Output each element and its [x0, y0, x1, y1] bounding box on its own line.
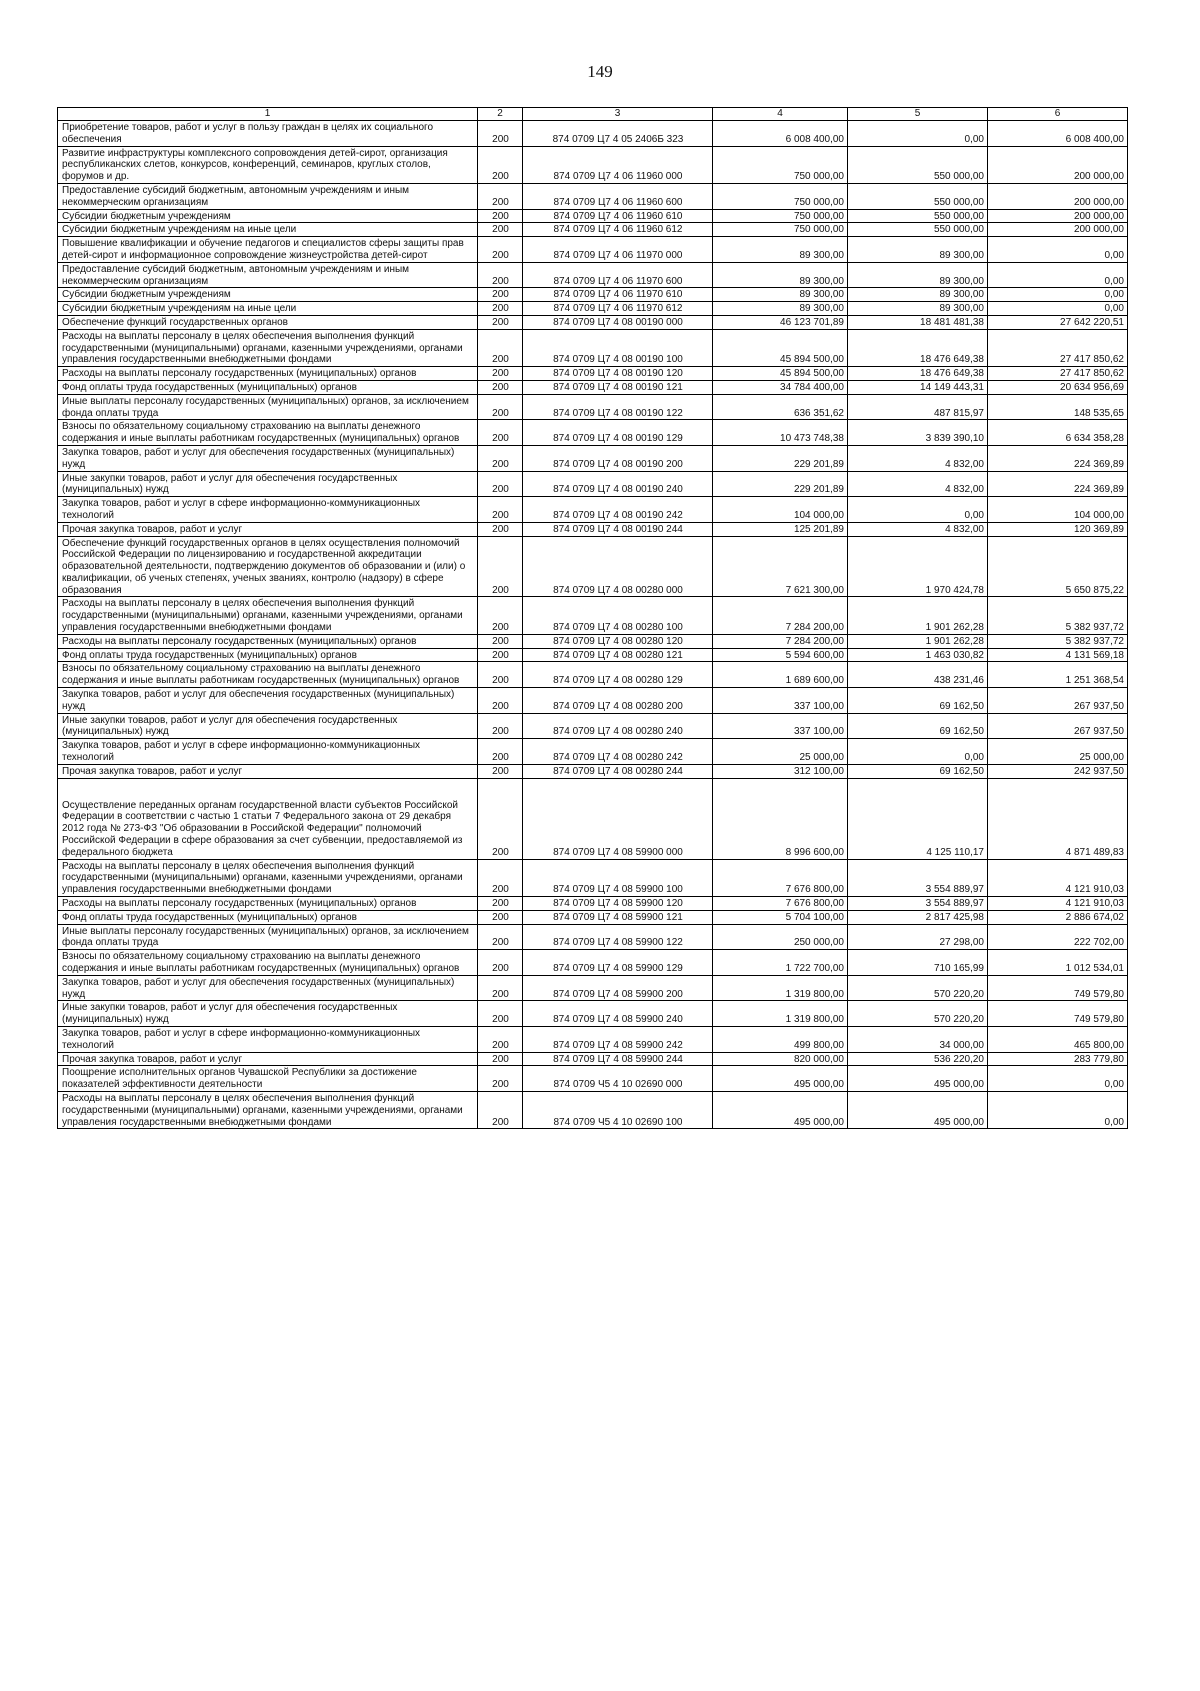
- row-budget-code: 874 0709 Ц7 4 08 59900 240: [523, 1001, 713, 1027]
- row-value-col4: 750 000,00: [713, 209, 848, 223]
- row-value-col4: 34 784 400,00: [713, 380, 848, 394]
- column-header: 2: [478, 108, 523, 121]
- row-value-col4: 229 201,89: [713, 471, 848, 497]
- row-description: Расходы на выплаты персоналу государственных (муниципальных) органов: [58, 634, 478, 648]
- row-value-col4: 89 300,00: [713, 288, 848, 302]
- table-row: [58, 1091, 1128, 1128]
- row-value-col4: 229 201,89: [713, 445, 848, 471]
- row-value-col4: 7 284 200,00: [713, 634, 848, 648]
- table-row: [58, 1066, 1128, 1092]
- row-value-col6: 0,00: [988, 237, 1128, 263]
- row-value-col5: 550 000,00: [848, 183, 988, 209]
- row-grbs-code: 200: [478, 367, 523, 381]
- row-value-col5: 550 000,00: [848, 146, 988, 183]
- row-value-col5: 27 298,00: [848, 924, 988, 950]
- table-row: [58, 910, 1128, 924]
- row-value-col5: 18 476 649,38: [848, 367, 988, 381]
- row-value-col6: 200 000,00: [988, 223, 1128, 237]
- row-value-col6: 2 886 674,02: [988, 910, 1128, 924]
- row-value-col5: 69 162,50: [848, 764, 988, 778]
- row-value-col5: 2 817 425,98: [848, 910, 988, 924]
- row-value-col5: 1 463 030,82: [848, 648, 988, 662]
- row-budget-code: 874 0709 Ц7 4 08 59900 122: [523, 924, 713, 950]
- row-description: Прочая закупка товаров, работ и услуг: [58, 522, 478, 536]
- table-row: [58, 739, 1128, 765]
- row-description: Повышение квалификации и обучение педагогов и специалистов сферы защиты прав детей-сирот и информационное сопровождение жизнеустройства детей-сирот: [58, 237, 478, 263]
- row-value-col5: 89 300,00: [848, 288, 988, 302]
- table-row: [58, 688, 1128, 714]
- row-grbs-code: 200: [478, 662, 523, 688]
- table-row: [58, 536, 1128, 597]
- row-grbs-code: 200: [478, 315, 523, 329]
- column-header: 3: [523, 108, 713, 121]
- table-row: [58, 634, 1128, 648]
- row-value-col4: 7 676 800,00: [713, 897, 848, 911]
- row-budget-code: 874 0709 Ц7 4 08 00280 240: [523, 713, 713, 739]
- row-description: Иные выплаты персоналу государственных (муниципальных) органов, за исключением фонда оплаты труда: [58, 924, 478, 950]
- row-value-col4: 1 689 600,00: [713, 662, 848, 688]
- table-row: [58, 237, 1128, 263]
- row-value-col6: 0,00: [988, 262, 1128, 288]
- row-value-col4: 10 473 748,38: [713, 420, 848, 446]
- row-value-col6: 27 417 850,62: [988, 367, 1128, 381]
- row-description: Обеспечение функций государственных органов: [58, 315, 478, 329]
- row-value-col4: 636 351,62: [713, 394, 848, 420]
- row-grbs-code: 200: [478, 910, 523, 924]
- row-grbs-code: 200: [478, 597, 523, 634]
- row-grbs-code: 200: [478, 536, 523, 597]
- row-value-col5: 4 125 110,17: [848, 778, 988, 859]
- table-row: [58, 121, 1128, 147]
- row-description: Предоставление субсидий бюджетным, автономным учреждениям и иным некоммерческим организациям: [58, 262, 478, 288]
- row-value-col5: 14 149 443,31: [848, 380, 988, 394]
- row-grbs-code: 200: [478, 764, 523, 778]
- row-grbs-code: 200: [478, 1001, 523, 1027]
- row-budget-code: 874 0709 Ц7 4 06 11960 600: [523, 183, 713, 209]
- row-grbs-code: 200: [478, 420, 523, 446]
- row-description: Расходы на выплаты персоналу государственных (муниципальных) органов: [58, 897, 478, 911]
- row-budget-code: 874 0709 Ц7 4 06 11970 612: [523, 302, 713, 316]
- column-header: 6: [988, 108, 1128, 121]
- row-budget-code: 874 0709 Ч5 4 10 02690 100: [523, 1091, 713, 1128]
- row-value-col6: 200 000,00: [988, 209, 1128, 223]
- row-value-col5: 570 220,20: [848, 1001, 988, 1027]
- row-value-col5: 3 554 889,97: [848, 859, 988, 896]
- row-value-col6: 5 382 937,72: [988, 634, 1128, 648]
- table-row: [58, 302, 1128, 316]
- row-value-col6: 224 369,89: [988, 445, 1128, 471]
- row-value-col6: 1 012 534,01: [988, 950, 1128, 976]
- row-grbs-code: 200: [478, 739, 523, 765]
- row-budget-code: 874 0709 Ц7 4 06 11960 000: [523, 146, 713, 183]
- row-value-col5: 0,00: [848, 121, 988, 147]
- table-row: [58, 950, 1128, 976]
- table-row: [58, 497, 1128, 523]
- row-value-col6: 4 121 910,03: [988, 859, 1128, 896]
- row-value-col6: 465 800,00: [988, 1026, 1128, 1052]
- row-value-col4: 46 123 701,89: [713, 315, 848, 329]
- row-value-col4: 7 621 300,00: [713, 536, 848, 597]
- row-value-col6: 20 634 956,69: [988, 380, 1128, 394]
- table-row: [58, 288, 1128, 302]
- row-value-col4: 89 300,00: [713, 302, 848, 316]
- table-row: [58, 420, 1128, 446]
- row-value-col5: 495 000,00: [848, 1091, 988, 1128]
- row-grbs-code: 200: [478, 497, 523, 523]
- row-budget-code: 874 0709 Ц7 4 06 11970 000: [523, 237, 713, 263]
- row-budget-code: 874 0709 Ц7 4 08 00280 200: [523, 688, 713, 714]
- row-budget-code: 874 0709 Ц7 4 08 00280 242: [523, 739, 713, 765]
- column-header: 4: [713, 108, 848, 121]
- row-value-col5: 0,00: [848, 497, 988, 523]
- row-budget-code: 874 0709 Ц7 4 08 00280 244: [523, 764, 713, 778]
- row-budget-code: 874 0709 Ц7 4 08 00190 200: [523, 445, 713, 471]
- row-value-col5: 34 000,00: [848, 1026, 988, 1052]
- row-value-col4: 6 008 400,00: [713, 121, 848, 147]
- row-value-col6: 6 008 400,00: [988, 121, 1128, 147]
- row-value-col6: 749 579,80: [988, 975, 1128, 1001]
- row-description: Взносы по обязательному социальному страхованию на выплаты денежного содержания и иные выплаты работникам государственных (муниципальных) органов: [58, 662, 478, 688]
- row-budget-code: 874 0709 Ц7 4 08 00190 242: [523, 497, 713, 523]
- row-value-col4: 312 100,00: [713, 764, 848, 778]
- row-value-col4: 750 000,00: [713, 146, 848, 183]
- row-value-col6: 200 000,00: [988, 146, 1128, 183]
- row-budget-code: 874 0709 Ч5 4 10 02690 000: [523, 1066, 713, 1092]
- row-value-col4: 104 000,00: [713, 497, 848, 523]
- row-grbs-code: 200: [478, 522, 523, 536]
- row-budget-code: 874 0709 Ц7 4 08 59900 100: [523, 859, 713, 896]
- row-grbs-code: 200: [478, 713, 523, 739]
- row-value-col6: 4 131 569,18: [988, 648, 1128, 662]
- row-budget-code: 874 0709 Ц7 4 08 59900 244: [523, 1052, 713, 1066]
- row-value-col5: 0,00: [848, 739, 988, 765]
- row-value-col6: 242 937,50: [988, 764, 1128, 778]
- row-description: Закупка товаров, работ и услуг в сфере информационно-коммуникационных технологий: [58, 739, 478, 765]
- row-description: Взносы по обязательному социальному страхованию на выплаты денежного содержания и иные выплаты работникам государственных (муниципальных) органов: [58, 420, 478, 446]
- row-description: Закупка товаров, работ и услуг для обеспечения государственных (муниципальных) нужд: [58, 688, 478, 714]
- row-value-col4: 1 319 800,00: [713, 975, 848, 1001]
- row-value-col4: 45 894 500,00: [713, 329, 848, 366]
- row-grbs-code: 200: [478, 329, 523, 366]
- row-value-col5: 4 832,00: [848, 471, 988, 497]
- row-value-col4: 25 000,00: [713, 739, 848, 765]
- row-grbs-code: 200: [478, 183, 523, 209]
- row-value-col4: 1 319 800,00: [713, 1001, 848, 1027]
- table-row: [58, 445, 1128, 471]
- row-value-col6: 25 000,00: [988, 739, 1128, 765]
- row-value-col4: 750 000,00: [713, 223, 848, 237]
- row-value-col6: 5 382 937,72: [988, 597, 1128, 634]
- budget-table-body: [58, 108, 1128, 1129]
- row-value-col4: 125 201,89: [713, 522, 848, 536]
- row-value-col4: 499 800,00: [713, 1026, 848, 1052]
- row-grbs-code: 200: [478, 859, 523, 896]
- row-description: Расходы на выплаты персоналу в целях обеспечения выполнения функций государственными (муниципальными) органами, казенными учреждениями, органами управления государственными внебюджетными фондами: [58, 597, 478, 634]
- table-row: [58, 209, 1128, 223]
- row-description: Предоставление субсидий бюджетным, автономным учреждениям и иным некоммерческим организациям: [58, 183, 478, 209]
- row-grbs-code: 200: [478, 445, 523, 471]
- table-row: [58, 380, 1128, 394]
- row-value-col5: 89 300,00: [848, 237, 988, 263]
- row-description: Приобретение товаров, работ и услуг в пользу граждан в целях их социального обеспечения: [58, 121, 478, 147]
- row-budget-code: 874 0709 Ц7 4 08 59900 129: [523, 950, 713, 976]
- row-grbs-code: 200: [478, 975, 523, 1001]
- table-row: [58, 597, 1128, 634]
- row-value-col5: 487 815,97: [848, 394, 988, 420]
- row-grbs-code: 200: [478, 1052, 523, 1066]
- row-grbs-code: 200: [478, 897, 523, 911]
- row-grbs-code: 200: [478, 950, 523, 976]
- row-value-col6: 6 634 358,28: [988, 420, 1128, 446]
- row-value-col5: 69 162,50: [848, 713, 988, 739]
- row-budget-code: 874 0709 Ц7 4 08 00190 000: [523, 315, 713, 329]
- row-description: Закупка товаров, работ и услуг в сфере информационно-коммуникационных технологий: [58, 497, 478, 523]
- row-value-col6: 5 650 875,22: [988, 536, 1128, 597]
- table-row: [58, 1026, 1128, 1052]
- row-budget-code: 874 0709 Ц7 4 08 00280 120: [523, 634, 713, 648]
- table-row: [58, 924, 1128, 950]
- row-value-col4: 89 300,00: [713, 262, 848, 288]
- row-budget-code: 874 0709 Ц7 4 06 11960 610: [523, 209, 713, 223]
- row-value-col5: 18 481 481,38: [848, 315, 988, 329]
- table-row: [58, 329, 1128, 366]
- row-value-col4: 8 996 600,00: [713, 778, 848, 859]
- row-description: Поощрение исполнительных органов Чувашской Республики за достижение показателей эффективности деятельности: [58, 1066, 478, 1092]
- table-row: [58, 223, 1128, 237]
- row-value-col6: 224 369,89: [988, 471, 1128, 497]
- column-header: 1: [58, 108, 478, 121]
- row-value-col4: 7 284 200,00: [713, 597, 848, 634]
- row-grbs-code: 200: [478, 237, 523, 263]
- row-value-col5: 1 901 262,28: [848, 597, 988, 634]
- row-grbs-code: 200: [478, 146, 523, 183]
- table-row: [58, 1001, 1128, 1027]
- table-row: [58, 713, 1128, 739]
- row-value-col6: 120 369,89: [988, 522, 1128, 536]
- row-grbs-code: 200: [478, 1091, 523, 1128]
- row-description: Прочая закупка товаров, работ и услуг: [58, 764, 478, 778]
- row-value-col5: 495 000,00: [848, 1066, 988, 1092]
- row-value-col4: 7 676 800,00: [713, 859, 848, 896]
- row-grbs-code: 200: [478, 1066, 523, 1092]
- row-grbs-code: 200: [478, 648, 523, 662]
- row-description: Расходы на выплаты персоналу в целях обеспечения выполнения функций государственными (муниципальными) органами, казенными учреждениями, органами управления государственными внебюджетными фондами: [58, 1091, 478, 1128]
- row-description: Фонд оплаты труда государственных (муниципальных) органов: [58, 380, 478, 394]
- table-row: [58, 522, 1128, 536]
- row-budget-code: 874 0709 Ц7 4 08 00280 000: [523, 536, 713, 597]
- row-budget-code: 874 0709 Ц7 4 08 59900 120: [523, 897, 713, 911]
- row-budget-code: 874 0709 Ц7 4 08 00190 122: [523, 394, 713, 420]
- row-value-col5: 89 300,00: [848, 302, 988, 316]
- row-value-col5: 570 220,20: [848, 975, 988, 1001]
- table-row: [58, 146, 1128, 183]
- row-description: Обеспечение функций государственных органов в целях осуществления полномочий Российской Федерации по лицензированию и государственной аккредитации образовательной деятельности, подтверждению документов об образовании и (или) о квалификации, об ученых степенях, ученых званиях, контролю (надзору) в сфере образования: [58, 536, 478, 597]
- row-value-col4: 5 594 600,00: [713, 648, 848, 662]
- row-grbs-code: 200: [478, 209, 523, 223]
- row-value-col5: 550 000,00: [848, 209, 988, 223]
- row-grbs-code: 200: [478, 634, 523, 648]
- row-budget-code: 874 0709 Ц7 4 08 59900 200: [523, 975, 713, 1001]
- blank-spacer: [62, 780, 474, 800]
- row-description-text: Осуществление переданных органам государственной власти субъектов Российской Федерации в соответствии с частью 1 статьи 7 Федерального закона от 29 декабря 2012 года № 273-ФЗ "Об образовании в Российской Федерации" полномочий Российской Федерации в сфере образования за счет субвенции, предоставляемой из федерального бюджета: [62, 799, 463, 858]
- row-budget-code: 874 0709 Ц7 4 06 11970 610: [523, 288, 713, 302]
- row-value-col6: 0,00: [988, 1091, 1128, 1128]
- table-row: [58, 471, 1128, 497]
- row-value-col6: 283 779,80: [988, 1052, 1128, 1066]
- row-budget-code: 874 0709 Ц7 4 08 00190 121: [523, 380, 713, 394]
- table-row: [58, 315, 1128, 329]
- row-value-col6: 222 702,00: [988, 924, 1128, 950]
- row-value-col5: 536 220,20: [848, 1052, 988, 1066]
- row-value-col6: 0,00: [988, 302, 1128, 316]
- row-value-col4: 5 704 100,00: [713, 910, 848, 924]
- table-row: [58, 764, 1128, 778]
- row-budget-code: 874 0709 Ц7 4 08 00190 120: [523, 367, 713, 381]
- row-budget-code: 874 0709 Ц7 4 06 11960 612: [523, 223, 713, 237]
- row-grbs-code: 200: [478, 223, 523, 237]
- row-grbs-code: 200: [478, 394, 523, 420]
- row-description: Прочая закупка товаров, работ и услуг: [58, 1052, 478, 1066]
- row-value-col5: 4 832,00: [848, 522, 988, 536]
- row-grbs-code: 200: [478, 302, 523, 316]
- row-value-col5: 438 231,46: [848, 662, 988, 688]
- row-budget-code: 874 0709 Ц7 4 08 00280 129: [523, 662, 713, 688]
- budget-table: [57, 107, 1128, 1129]
- table-row: [58, 662, 1128, 688]
- row-description: Закупка товаров, работ и услуг в сфере информационно-коммуникационных технологий: [58, 1026, 478, 1052]
- row-value-col5: 710 165,99: [848, 950, 988, 976]
- row-value-col4: 250 000,00: [713, 924, 848, 950]
- row-value-col5: 69 162,50: [848, 688, 988, 714]
- table-row: [58, 183, 1128, 209]
- row-budget-code: 874 0709 Ц7 4 08 00190 129: [523, 420, 713, 446]
- table-row: [58, 262, 1128, 288]
- row-value-col5: 89 300,00: [848, 262, 988, 288]
- row-value-col4: 89 300,00: [713, 237, 848, 263]
- row-description: Развитие инфраструктуры комплексного сопровождения детей-сирот, организация республиканских слетов, конкурсов, конференций, семинаров, круглых столов, форумов и др.: [58, 146, 478, 183]
- row-value-col6: 200 000,00: [988, 183, 1128, 209]
- row-description: Субсидии бюджетным учреждениям на иные цели: [58, 223, 478, 237]
- column-number-row: [58, 108, 1128, 121]
- row-value-col4: 45 894 500,00: [713, 367, 848, 381]
- row-description: Иные выплаты персоналу государственных (муниципальных) органов, за исключением фонда оплаты труда: [58, 394, 478, 420]
- row-description: Иные закупки товаров, работ и услуг для обеспечения государственных (муниципальных) нужд: [58, 713, 478, 739]
- row-value-col6: 104 000,00: [988, 497, 1128, 523]
- table-row: [58, 975, 1128, 1001]
- table-row: [58, 897, 1128, 911]
- row-grbs-code: 200: [478, 288, 523, 302]
- row-value-col4: 337 100,00: [713, 713, 848, 739]
- row-value-col5: 18 476 649,38: [848, 329, 988, 366]
- row-budget-code: 874 0709 Ц7 4 08 59900 121: [523, 910, 713, 924]
- table-row: [58, 367, 1128, 381]
- row-description: Фонд оплаты труда государственных (муниципальных) органов: [58, 648, 478, 662]
- row-grbs-code: 200: [478, 380, 523, 394]
- row-value-col6: 267 937,50: [988, 713, 1128, 739]
- row-grbs-code: 200: [478, 121, 523, 147]
- row-value-col4: 820 000,00: [713, 1052, 848, 1066]
- row-budget-code: 874 0709 Ц7 4 08 00190 100: [523, 329, 713, 366]
- row-value-col4: 1 722 700,00: [713, 950, 848, 976]
- row-value-col6: 749 579,80: [988, 1001, 1128, 1027]
- row-description: Субсидии бюджетным учреждениям: [58, 288, 478, 302]
- row-value-col6: 267 937,50: [988, 688, 1128, 714]
- row-description: Субсидии бюджетным учреждениям на иные цели: [58, 302, 478, 316]
- row-description: Иные закупки товаров, работ и услуг для обеспечения государственных (муниципальных) нужд: [58, 1001, 478, 1027]
- row-description: Иные закупки товаров, работ и услуг для обеспечения государственных (муниципальных) нужд: [58, 471, 478, 497]
- row-budget-code: 874 0709 Ц7 4 05 2406Б 323: [523, 121, 713, 147]
- row-description: Фонд оплаты труда государственных (муниципальных) органов: [58, 910, 478, 924]
- row-value-col5: 3 839 390,10: [848, 420, 988, 446]
- row-budget-code: 874 0709 Ц7 4 06 11970 600: [523, 262, 713, 288]
- row-value-col6: 27 642 220,51: [988, 315, 1128, 329]
- table-row: [58, 648, 1128, 662]
- row-budget-code: 874 0709 Ц7 4 08 00190 244: [523, 522, 713, 536]
- row-value-col4: 495 000,00: [713, 1091, 848, 1128]
- row-budget-code: 874 0709 Ц7 4 08 00280 121: [523, 648, 713, 662]
- row-value-col6: 0,00: [988, 1066, 1128, 1092]
- row-description: Закупка товаров, работ и услуг для обеспечения государственных (муниципальных) нужд: [58, 975, 478, 1001]
- table-row: [58, 859, 1128, 896]
- row-description: [58, 778, 478, 859]
- row-value-col6: 4 121 910,03: [988, 897, 1128, 911]
- row-description: Расходы на выплаты персоналу государственных (муниципальных) органов: [58, 367, 478, 381]
- row-description: Расходы на выплаты персоналу в целях обеспечения выполнения функций государственными (муниципальными) органами, казенными учреждениями, органами управления государственными внебюджетными фондами: [58, 859, 478, 896]
- row-value-col5: 4 832,00: [848, 445, 988, 471]
- row-value-col5: 1 901 262,28: [848, 634, 988, 648]
- row-value-col6: 27 417 850,62: [988, 329, 1128, 366]
- row-grbs-code: 200: [478, 688, 523, 714]
- row-description: Субсидии бюджетным учреждениям: [58, 209, 478, 223]
- row-grbs-code: 200: [478, 471, 523, 497]
- row-description: Расходы на выплаты персоналу в целях обеспечения выполнения функций государственными (муниципальными) органами, казенными учреждениями, органами управления государственными внебюджетными фондами: [58, 329, 478, 366]
- row-value-col6: 148 535,65: [988, 394, 1128, 420]
- table-row: [58, 778, 1128, 859]
- table-row: [58, 1052, 1128, 1066]
- row-description: Взносы по обязательному социальному страхованию на выплаты денежного содержания и иные выплаты работникам государственных (муниципальных) органов: [58, 950, 478, 976]
- row-value-col5: 550 000,00: [848, 223, 988, 237]
- row-grbs-code: 200: [478, 778, 523, 859]
- row-value-col4: 337 100,00: [713, 688, 848, 714]
- row-value-col5: 1 970 424,78: [848, 536, 988, 597]
- row-value-col6: 1 251 368,54: [988, 662, 1128, 688]
- column-header: 5: [848, 108, 988, 121]
- row-grbs-code: 200: [478, 262, 523, 288]
- row-budget-code: 874 0709 Ц7 4 08 59900 242: [523, 1026, 713, 1052]
- row-grbs-code: 200: [478, 1026, 523, 1052]
- row-value-col4: 495 000,00: [713, 1066, 848, 1092]
- row-budget-code: 874 0709 Ц7 4 08 00280 100: [523, 597, 713, 634]
- row-value-col6: 4 871 489,83: [988, 778, 1128, 859]
- table-row: [58, 394, 1128, 420]
- row-budget-code: 874 0709 Ц7 4 08 59900 000: [523, 778, 713, 859]
- row-description: Закупка товаров, работ и услуг для обеспечения государственных (муниципальных) нужд: [58, 445, 478, 471]
- page-number: 149: [587, 62, 613, 81]
- row-budget-code: 874 0709 Ц7 4 08 00190 240: [523, 471, 713, 497]
- row-value-col6: 0,00: [988, 288, 1128, 302]
- row-grbs-code: 200: [478, 924, 523, 950]
- row-value-col4: 750 000,00: [713, 183, 848, 209]
- row-value-col5: 3 554 889,97: [848, 897, 988, 911]
